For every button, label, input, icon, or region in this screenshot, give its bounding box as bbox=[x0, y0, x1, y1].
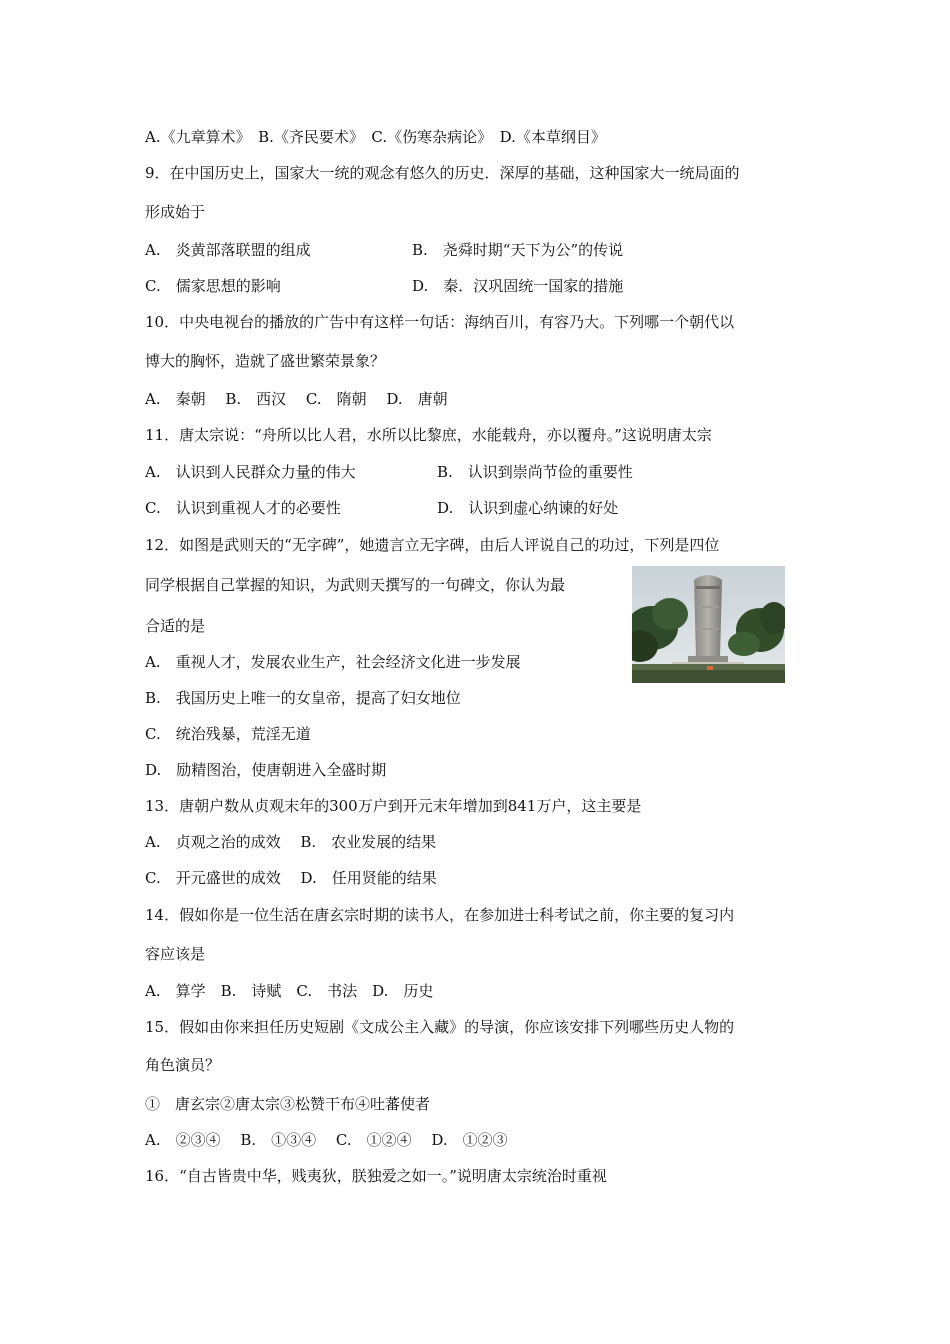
q9-stem-line2: 形成始于 bbox=[145, 203, 206, 221]
q14-stem-line2: 容应该是 bbox=[145, 945, 206, 963]
q15-options: A. ②③④ B. ①③④ C. ①②④ D. ①②③ bbox=[145, 1131, 508, 1149]
q12-option-c: C. 统治残暴，荒淫无道 bbox=[145, 725, 311, 743]
q11-option-a: A. 认识到人民群众力量的伟大 bbox=[145, 463, 356, 481]
q9-option-d: D. 秦．汉巩固统一国家的措施 bbox=[412, 277, 624, 295]
q12-option-d: D. 励精图治，使唐朝进入全盛时期 bbox=[145, 761, 387, 779]
q15-stem-line2: 角色演员？ bbox=[145, 1056, 221, 1074]
q15-stem-line1: 15．假如由你来担任历史短剧《文成公主入藏》的导演，你应该安排下列哪些历史人物的 bbox=[145, 1018, 735, 1036]
q14-options: A. 算学 B. 诗赋 C. 书法 D. 历史 bbox=[145, 982, 434, 1000]
q13-options-ab: A. 贞观之治的成效 B. 农业发展的结果 bbox=[145, 833, 437, 851]
q15-items: ① 唐玄宗②唐太宗③松赞干布④吐蕃使者 bbox=[145, 1095, 431, 1113]
q16-stem: 16．“自古皆贵中华，贱夷狄，朕独爱之如一。”说明唐太宗统治时重视 bbox=[145, 1167, 607, 1185]
q10-stem-line2: 博大的胸怀，造就了盛世繁荣景象？ bbox=[145, 352, 386, 370]
q11-option-d: D. 认识到虚心纳谏的好处 bbox=[437, 499, 619, 517]
q9-option-a: A. 炎黄部落联盟的组成 bbox=[145, 241, 311, 259]
q14-stem-line1: 14．假如你是一位生活在唐玄宗时期的读书人，在参加进士科考试之前，你主要的复习内 bbox=[145, 906, 735, 924]
q13-options-cd: C. 开元盛世的成效 D. 任用贤能的结果 bbox=[145, 869, 437, 887]
q13-stem: 13．唐朝户数从贞观末年的300万户到开元末年增加到841万户，这主要是 bbox=[145, 797, 642, 815]
wuzi-stele-photo bbox=[632, 566, 785, 683]
q11-option-c: C. 认识到重视人才的必要性 bbox=[145, 499, 341, 517]
q12-option-b: B. 我国历史上唯一的女皇帝，提高了妇女地位 bbox=[145, 689, 461, 707]
q12-stem-line1: 12．如图是武则天的“无字碑”，她遗言立无字碑，由后人评说自己的功过，下列是四位 bbox=[145, 536, 720, 554]
q9-option-b: B. 尧舜时期“天下为公”的传说 bbox=[412, 241, 624, 259]
q11-stem: 11．唐太宗说：“舟所以比人君，水所以比黎庶，水能载舟，亦以覆舟。”这说明唐太宗 bbox=[145, 426, 712, 444]
q11-option-b: B. 认识到崇尚节俭的重要性 bbox=[437, 463, 633, 481]
q12-stem-line2: 同学根据自己掌握的知识，为武则天撰写的一句碑文，你认为最 bbox=[145, 576, 566, 594]
q12-option-a: A. 重视人才，发展农业生产，社会经济文化进一步发展 bbox=[145, 653, 521, 671]
q9-stem-line1: 9．在中国历史上，国家大一统的观念有悠久的历史．深厚的基础，这种国家大一统局面的 bbox=[145, 164, 740, 182]
q9-option-c: C. 儒家思想的影响 bbox=[145, 277, 281, 295]
q8-options: A.《九章算术》 B.《齐民要术》 C.《伤寒杂病论》 D.《本草纲目》 bbox=[145, 128, 606, 146]
q10-options: A. 秦朝 B. 西汉 C. 隋朝 D. 唐朝 bbox=[145, 390, 448, 408]
q12-stem-line3: 合适的是 bbox=[145, 617, 206, 635]
q10-stem-line1: 10．中央电视台的播放的广告中有这样一句话：海纳百川，有容乃大。下列哪一个朝代以 bbox=[145, 313, 735, 331]
